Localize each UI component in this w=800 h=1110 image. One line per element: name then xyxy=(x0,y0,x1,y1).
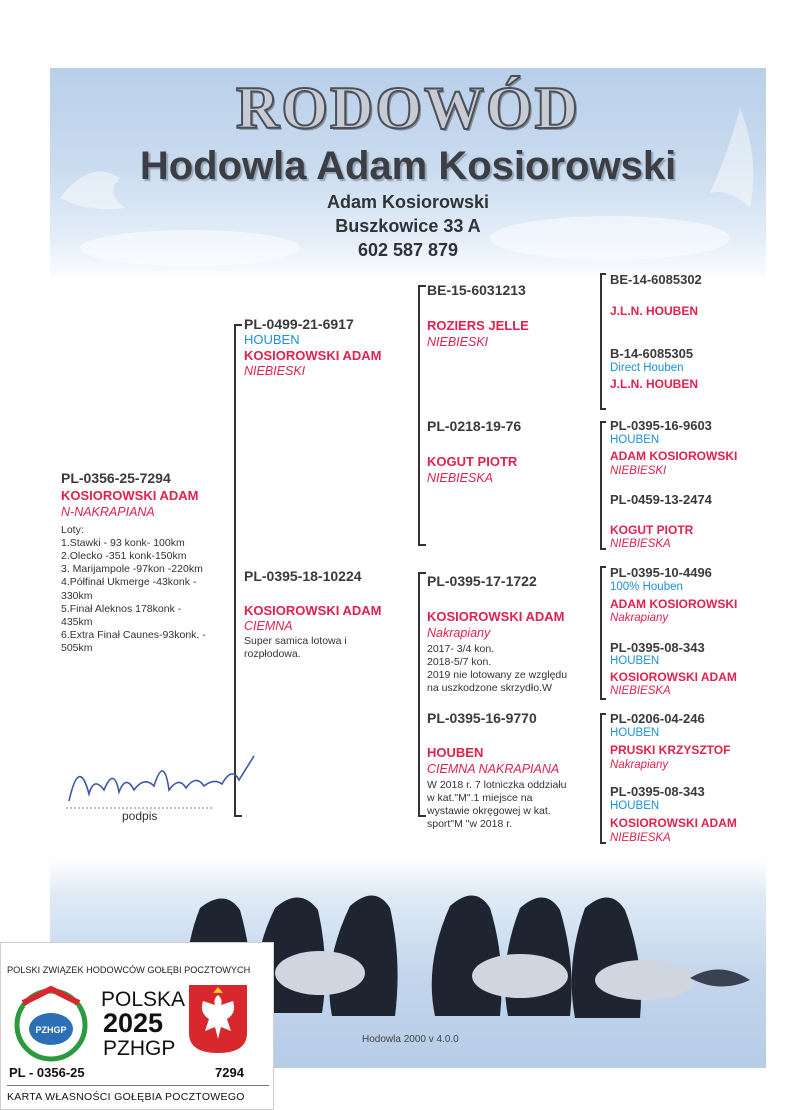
mf-color: Nakrapiany xyxy=(427,626,491,640)
ggp-3-ring: PL-0395-16-9603 xyxy=(610,418,712,433)
bracket-mf-top xyxy=(600,566,606,568)
bracket-fm-top xyxy=(600,421,606,423)
note-line: w kat."M".1 miejsce na xyxy=(427,792,533,805)
software-version: Hodowla 2000 v 4.0.0 xyxy=(362,1034,459,1045)
bracket-mother-bottom xyxy=(418,815,426,817)
card-header: POLSKI ZWIĄZEK HODOWCÓW GOŁĘBI POCZTOWYCH xyxy=(7,965,251,975)
card-ring-prefix: PL - 0356-25 xyxy=(9,1065,85,1080)
mother-color: CIEMNA xyxy=(244,619,293,633)
ggp-6-line: HOUBEN xyxy=(610,655,660,667)
mm-ring: PL-0395-16-9770 xyxy=(427,710,537,726)
handwritten-signature xyxy=(64,746,264,816)
ff-owner: ROZIERS JELLE xyxy=(427,318,529,333)
bracket-gen1-top xyxy=(234,324,242,326)
fm-owner: KOGUT PIOTR xyxy=(427,454,518,469)
ggp-5-color: Nakrapiany xyxy=(610,612,669,624)
result-line: 330km xyxy=(61,589,93,602)
bracket-ff-top xyxy=(600,273,606,275)
ggp-4-owner: KOGUT PIOTR xyxy=(610,523,694,537)
ff-color: NIEBIESKI xyxy=(427,335,489,349)
ggp-1-ring: BE-14-6085302 xyxy=(610,272,702,287)
bracket-ff xyxy=(600,273,602,409)
ggp-7-ring: PL-0206-04-246 xyxy=(610,711,705,726)
bracket-mother-top xyxy=(418,572,426,574)
fm-ring: PL-0218-19-76 xyxy=(427,418,522,434)
card-ring-number: 7294 xyxy=(215,1065,244,1080)
bracket-ff-bottom xyxy=(600,408,606,410)
bracket-mm-top xyxy=(600,713,606,715)
ggp-8-owner: KOSIOROWSKI ADAM xyxy=(610,816,737,830)
card-footer: KARTA WŁASNOŚCI GOŁĘBIA POCZTOWEGO xyxy=(7,1091,245,1103)
note-line: 2017- 3/4 kon. xyxy=(427,643,495,655)
fm-color: NIEBIESKA xyxy=(427,471,493,485)
mf-owner: KOSIOROWSKI ADAM xyxy=(427,609,565,624)
pedigree-sheet xyxy=(50,68,766,1068)
bracket-fm-bottom xyxy=(600,548,606,550)
ff-ring: BE-15-6031213 xyxy=(427,282,526,298)
result-line: 5.Finał Aleknos 178konk - xyxy=(61,602,182,615)
note-line: na uszkodzone skrzydło.W xyxy=(427,682,552,695)
ggp-2-line: Direct Houben xyxy=(610,362,684,374)
subject-results xyxy=(61,537,233,655)
bracket-mm xyxy=(600,713,602,843)
bracket-father-bottom xyxy=(418,544,426,546)
result-line: 505km xyxy=(61,642,93,654)
bracket-mf xyxy=(600,566,602,699)
ggp-7-line: HOUBEN xyxy=(610,727,660,739)
ggp-8-color: NIEBIESKA xyxy=(610,832,671,844)
ggp-2-owner: J.L.N. HOUBEN xyxy=(610,377,699,391)
ggp-6-color: NIEBIESKA xyxy=(610,685,671,697)
ggp-8-ring: PL-0395-08-343 xyxy=(610,784,705,799)
ggp-3-owner: ADAM KOSIOROWSKI xyxy=(610,449,738,463)
ggp-1-owner: J.L.N. HOUBEN xyxy=(610,304,699,318)
result-line: 6.Extra Finał Caunes-93konk. - xyxy=(61,628,206,641)
ggp-6-owner: KOSIOROWSKI ADAM xyxy=(610,670,737,684)
card-org: PZHGP xyxy=(103,1037,176,1060)
bracket-mother xyxy=(418,572,420,816)
ggp-3-line: HOUBEN xyxy=(610,434,660,446)
note-line: 2018-5/7 kon. xyxy=(427,656,492,669)
ggp-6-ring: PL-0395-08-343 xyxy=(610,640,705,655)
ggp-5-ring: PL-0395-10-4496 xyxy=(610,565,712,580)
result-line: 1.Stawki - 93 konk- 100km xyxy=(61,537,185,549)
mm-note xyxy=(427,779,567,832)
note-line: wystawie okręgowej w kat. xyxy=(427,805,551,818)
subject-ring: PL-0356-25-7294 xyxy=(61,470,171,486)
mm-color: CIEMNA NAKRAPIANA xyxy=(427,762,560,776)
ggp-7-owner: PRUSKI KRZYSZTOF xyxy=(610,743,731,757)
polish-eagle-emblem-icon xyxy=(187,983,249,1055)
ggp-8-line: HOUBEN xyxy=(610,800,660,812)
result-line: 3. Marijampole -97kon -220km xyxy=(61,563,203,576)
father-owner: KOSIOROWSKI ADAM xyxy=(244,348,382,363)
ggp-3-color: NIEBIESKI xyxy=(610,465,667,477)
breeder-address: Buszkowice 33 A xyxy=(335,216,481,236)
ggp-4-color: NIEBIESKA xyxy=(610,538,671,550)
pzhgp-logo-icon xyxy=(11,983,91,1063)
bracket-mm-bottom xyxy=(600,842,606,844)
breeder-title: Hodowla Adam Kosiorowski xyxy=(139,144,677,188)
card-year: 2025 xyxy=(103,1008,164,1038)
note-line: W 2018 r. 7 lotniczka oddziału xyxy=(427,779,567,791)
mm-owner: HOUBEN xyxy=(427,745,484,760)
breeder-phone: 602 587 879 xyxy=(357,240,459,260)
note-line: sport"M "w 2018 r. xyxy=(427,818,513,831)
document-title: RODOWÓD xyxy=(236,75,580,141)
father-line: HOUBEN xyxy=(244,332,300,347)
svg-text:PZHGP: PZHGP xyxy=(35,1025,67,1035)
ggp-5-line: 100% Houben xyxy=(610,581,683,593)
ggp-7-color: Nakrapiany xyxy=(610,759,669,771)
mother-note: Super samica lotowa i rozpłodowa. xyxy=(244,635,347,661)
ownership-card xyxy=(0,942,274,1110)
result-line: 435km xyxy=(61,615,93,628)
card-country: POLSKA xyxy=(101,988,186,1011)
bracket-fm xyxy=(600,421,602,549)
bracket-mf-bottom xyxy=(600,698,606,700)
ggp-5-owner: ADAM KOSIOROWSKI xyxy=(610,597,738,611)
mf-ring: PL-0395-17-1722 xyxy=(427,573,537,589)
subject-results-label: Loty: xyxy=(61,524,84,536)
subject-color: N-NAKRAPIANA xyxy=(61,505,155,519)
mother-ring: PL-0395-18-10224 xyxy=(244,568,362,584)
father-color: NIEBIESKI xyxy=(244,364,306,378)
card-divider xyxy=(7,1085,269,1086)
result-line: 4.Półfinał Ukmerge -43konk - xyxy=(61,576,197,589)
ggp-4-ring: PL-0459-13-2474 xyxy=(610,492,712,507)
mf-note xyxy=(427,643,567,696)
bracket-father xyxy=(418,285,420,545)
ggp-2-ring: B-14-6085305 xyxy=(610,346,694,361)
bracket-gen1 xyxy=(234,324,236,816)
note-line: 2019 nie lotowany ze względu xyxy=(427,669,568,682)
father-ring: PL-0499-21-6917 xyxy=(244,316,354,332)
signature-label: podpis xyxy=(122,809,158,823)
bracket-father-top xyxy=(418,285,426,287)
result-line: 2.Olecko -351 konk-150km xyxy=(61,550,187,563)
breeder-name: Adam Kosiorowski xyxy=(326,192,490,212)
subject-owner: KOSIOROWSKI ADAM xyxy=(61,488,199,503)
mother-owner: KOSIOROWSKI ADAM xyxy=(244,603,382,618)
